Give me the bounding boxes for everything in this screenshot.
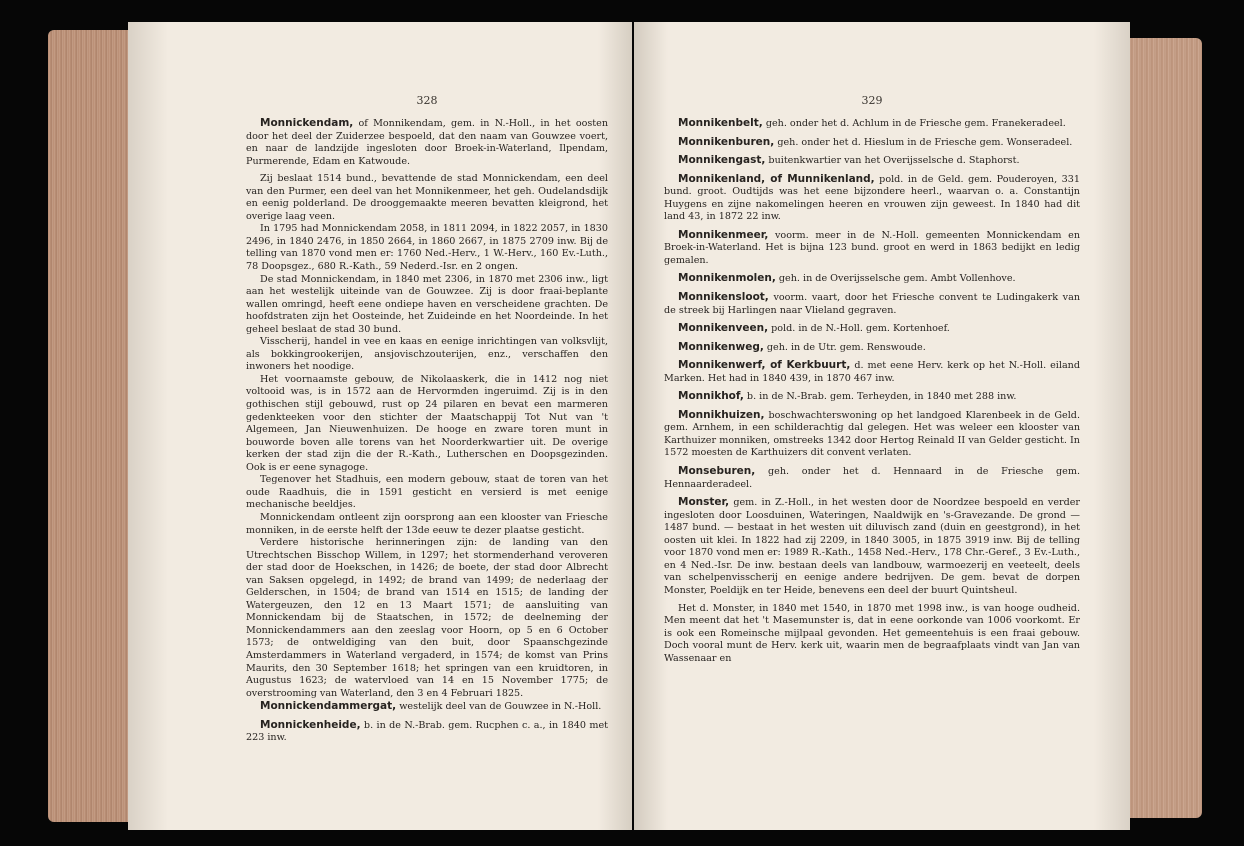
- entry-headword: Monnikenland, of Munnikenland,: [678, 172, 875, 185]
- entry-headword: Monnikenmolen,: [678, 272, 776, 285]
- entry-headword: Monnickenheide,: [260, 718, 361, 731]
- entry-body: Het voornaamste gebouw, de Nikolaaskerk, die in 1412 nog niet voltooid was, is in 1572 aan de Hervormden ingeruimd. Zij is in den gothischen stijl gebouwd, rust op 24 pilaren en bevat een marmeren gedenkteeken voor den stichter der Maatschappij Tot Nut van 't Algemeen, Jan Nieuwenhuizen. De hooge en zware toren munt in bouworde boven alle torens van het Noorderkwartier uit. De overige kerken der stad zijn die der R.-Kath., Lutherschen en Doopsgezinden. Ook is er eene synagoge.: [246, 373, 608, 473]
- dictionary-entry: [664, 117, 1080, 131]
- entry-headword: Monnikenveen,: [678, 322, 769, 335]
- entry-body: Verdere historische herinneringen zijn: de landing van den Utrechtschen Bisschop Willem, in 1297; het stormenderhand veroveren der stad door de Hoekschen, in 1426; de boete, der stad door Albrecht van Saksen opgelegd, in 1492; de brand van 1499; de nederlaag der Gelderschen, in 1504; de brand van 1514 en 1515; de landing der Watergeuzen, den 12 en 13 Maart 1571; de aansluiting van Monnickendam bij de Staatschen, in 1572; de deelneming der Monnickendammers aan den zeeslag voor Hoorn, op 5 en 6 October 1573; de ontweldiging van den buit, door Spaanschgezinde Amsterdammers in Waterland vergaderd, in 1574; de komst van Prins Maurits, den 30 September 1618; het springen van een kruidtoren, in Augustus 1623; de watervloed van 14 en 15 November 1775; de overstrooming van Waterland, den 3 en 4 Februari 1825.: [246, 537, 608, 699]
- entry-body: geh. onder het d. Hieslum in de Friesche gem. Wonseradeel.: [774, 136, 1073, 148]
- entry-headword: Monnikenburen,: [678, 135, 775, 148]
- entry-body: Monnickendam ontleent zijn oorsprong aan een klooster van Friesche monniken, in de eerste helft der 13de eeuw te dezer plaatse gesticht.: [246, 511, 608, 536]
- dictionary-entry: [246, 512, 608, 537]
- left-page: [128, 22, 632, 830]
- dictionary-entry: [246, 700, 608, 714]
- dictionary-entry: [664, 390, 1080, 404]
- entry-headword: Monster,: [678, 496, 730, 509]
- dictionary-entry: [246, 173, 608, 223]
- entry-headword: Monnikensloot,: [678, 291, 769, 304]
- entry-body: pold. in de Geld. gem. Pouderoyen, 331 bund. groot. Oudtijds was het eene bijzondere heerl., waarvan o. a. Constantijn Huygens en zijne nakomelingen heeren en vrouwen zijn geweest. In 1840 had dit land 43, in 1872 22 inw.: [664, 173, 1080, 223]
- entry-body: voorm. meer in de N.-Holl. gemeenten Monnickendam en Broek-in-Waterland. Het is bijna 123 bund. groot en werd in 1863 bedijkt en ledig gemalen.: [664, 229, 1080, 266]
- entry-body: Het d. Monster, in 1840 met 1540, in 1870 met 1998 inw., is van hooge oudheid. Men meent dat het 't Masemunster is, dat in eene oorkonde van 1006 voorkomt. Er is ook een Romeinsche mijlpaal gevonden. Het gemeentehuis is een fraai gebouw. Doch vooral munt de Herv. kerk uit, waarin men de begraafplaats vindt van Jan van Wassenaar en: [664, 602, 1080, 664]
- entry-body: geh. in de Utr. gem. Renswoude.: [763, 341, 926, 353]
- dictionary-entry: [246, 474, 608, 512]
- entry-headword: Monnikenmeer,: [678, 228, 769, 241]
- entry-body: boschwachterswoning op het landgoed Klarenbeek in de Geld. gem. Arnhem, in een schilderachtig dal gelegen. Het was weleer een klooster van Karthuizer monniken, omstreeks 1342 door Hertog Reinald II van Gelder gesticht. In 1572 moesten de Karthuizers dit convent verlaten.: [664, 409, 1080, 459]
- dictionary-entry: [664, 409, 1080, 460]
- dictionary-entry: [664, 465, 1080, 491]
- entry-headword: Monnikengast,: [678, 154, 766, 167]
- dictionary-entry: [664, 136, 1080, 150]
- dictionary-entry: [246, 117, 608, 168]
- dictionary-entry: [246, 336, 608, 374]
- dictionary-entry: [664, 229, 1080, 268]
- entry-body: De stad Monnickendam, in 1840 met 2306, in 1870 met 2306 inw., ligt aan het westelijk uiteinde van de Gouwzee. Zij is door fraai-beplante wallen omringd, heeft eene ondiepe haven en verscheidene grachten. De hoofdstraten zijn het Oosteinde, het Zuideinde en het Noordeinde. In het geheel beslaat de stad 30 bund.: [246, 273, 608, 335]
- page-number: 328: [416, 94, 438, 107]
- dictionary-entry: [664, 341, 1080, 355]
- dictionary-entry: [664, 359, 1080, 385]
- entry-headword: Monnikhuizen,: [678, 408, 765, 421]
- entry-body: westelijk deel van de Gouwzee in N.-Holl.: [396, 701, 602, 713]
- entry-body: geh. in de Overijsselsche gem. Ambt Vollenhove.: [775, 273, 1016, 285]
- page-number: 329: [861, 94, 883, 107]
- entry-body: of Monnikendam, gem. in N.-Holl., in het oosten door het deel der Zuiderzee bespoeld, dat den naam van Gouwzee voert, en naar de landzijde ingesloten door Broek-in-Waterland, Ilpendam, Purmerende, Edam en Katwoude.: [246, 118, 608, 167]
- dictionary-entry: [246, 719, 608, 745]
- entry-headword: Monnickendam,: [260, 117, 354, 129]
- dictionary-entry: [664, 322, 1080, 336]
- dictionary-entry: [246, 223, 608, 273]
- entry-headword: Monnikhof,: [678, 390, 744, 403]
- dictionary-entry: [246, 274, 608, 337]
- dictionary-entry: [664, 496, 1080, 597]
- entry-body: b. in de N.-Brab. gem. Rucphen c. a., in 1840 met 223 inw.: [246, 719, 608, 744]
- entry-body: Tegenover het Stadhuis, een modern gebouw, staat de toren van het oude Raadhuis, die in 1591 gesticht en versierd is met eenige mechanische beeldjes.: [246, 474, 608, 511]
- entry-headword: Monnikenwerf, of Kerkbuurt,: [678, 359, 851, 372]
- entry-body: gem. in Z.-Holl., in het westen door de Noordzee bespoeld en verder ingesloten door Loosduinen, Wateringen, Naaldwijk en 's-Gravezande. De grond — 1487 bund. — bestaat in het westen uit diluvisch zand (duin en geestgrond), in het oosten uit klei. In 1822 had zij 2209, in 1840 3005, in 1875 3919 inw. Bij de telling voor 1870 vond men er: 1989 R.-Kath., 1458 Ned.-Herv., 178 Chr.-Geref., 3 Ev.-Luth., en 4 Ned.-Isr. De inw. bestaan deels van landbouw, warmoezerij en veeteelt, deels van schelpenvisscherij en eenige andere bedrijven. De gem. bevat de dorpen Monster, Poeldijk en ter Heide, benevens een deel der buurt Quintsheul.: [664, 497, 1080, 596]
- entry-body: Visscherij, handel in vee en kaas en eenige inrichtingen van volksvlijt, als bokkingrookerijen, ansjovischzouterijen, enz., verschaffen den inwoners het noodige.: [246, 336, 608, 373]
- dictionary-entry: [246, 537, 608, 700]
- entry-body: voorm. vaart, door het Friesche convent te Ludingakerk van de streek bij Harlingen naar Vlieland gegraven.: [664, 292, 1080, 316]
- page-text: [246, 117, 608, 745]
- right-page: [634, 22, 1130, 830]
- entry-body: In 1795 had Monnickendam 2058, in 1811 2094, in 1822 2057, in 1830 2496, in 1840 2476, in 1850 2664, in 1860 2667, in 1875 2709 inw. Bij de telling van 1870 vond men er: 1760 Ned.-Herv., 1 W.-Herv., 160 Ev.-Luth., 78 Doopsgez., 680 R.-Kath., 59 Nederd.-Isr. en 2 ongen.: [246, 223, 608, 273]
- entry-body: buitenkwartier van het Overijsselsche d. Staphorst.: [765, 155, 1020, 167]
- entry-body: d. met eene Herv. kerk op het N.-Holl. eiland Marken. Het had in 1840 439, in 1870 467 inw.: [664, 360, 1080, 384]
- entry-headword: Monnickendammergat,: [260, 700, 397, 713]
- entry-body: geh. onder het d. Achlum in de Friesche gem. Franekeradeel.: [762, 118, 1066, 129]
- entry-headword: Monnikenweg,: [678, 340, 764, 353]
- entry-body: geh. onder het d. Hennaard in de Friesche gem. Hennaarderadeel.: [664, 466, 1080, 490]
- dictionary-entry: [664, 272, 1080, 286]
- dictionary-entry: [664, 173, 1080, 224]
- entry-headword: Monnikenbelt,: [678, 117, 763, 129]
- entry-body: b. in de N.-Brab. gem. Terheyden, in 1840 met 288 inw.: [743, 391, 1017, 403]
- dictionary-entry: [664, 154, 1080, 168]
- page-text: [664, 117, 1080, 665]
- dictionary-entry: [664, 603, 1080, 666]
- dictionary-entry: [246, 374, 608, 474]
- entry-body: Zij beslaat 1514 bund., bevattende de stad Monnickendam, een deel van den Purmer, een deel van het Monnikenmeer, het geh. Oudelandsdijk en eenig polderland. De drooggemaakte meeren bevatten kleigrond, het overige laag veen.: [246, 173, 608, 222]
- entry-headword: Monseburen,: [678, 465, 756, 478]
- entry-body: pold. in de N.-Holl. gem. Kortenhoef.: [768, 323, 950, 335]
- dictionary-entry: [664, 291, 1080, 317]
